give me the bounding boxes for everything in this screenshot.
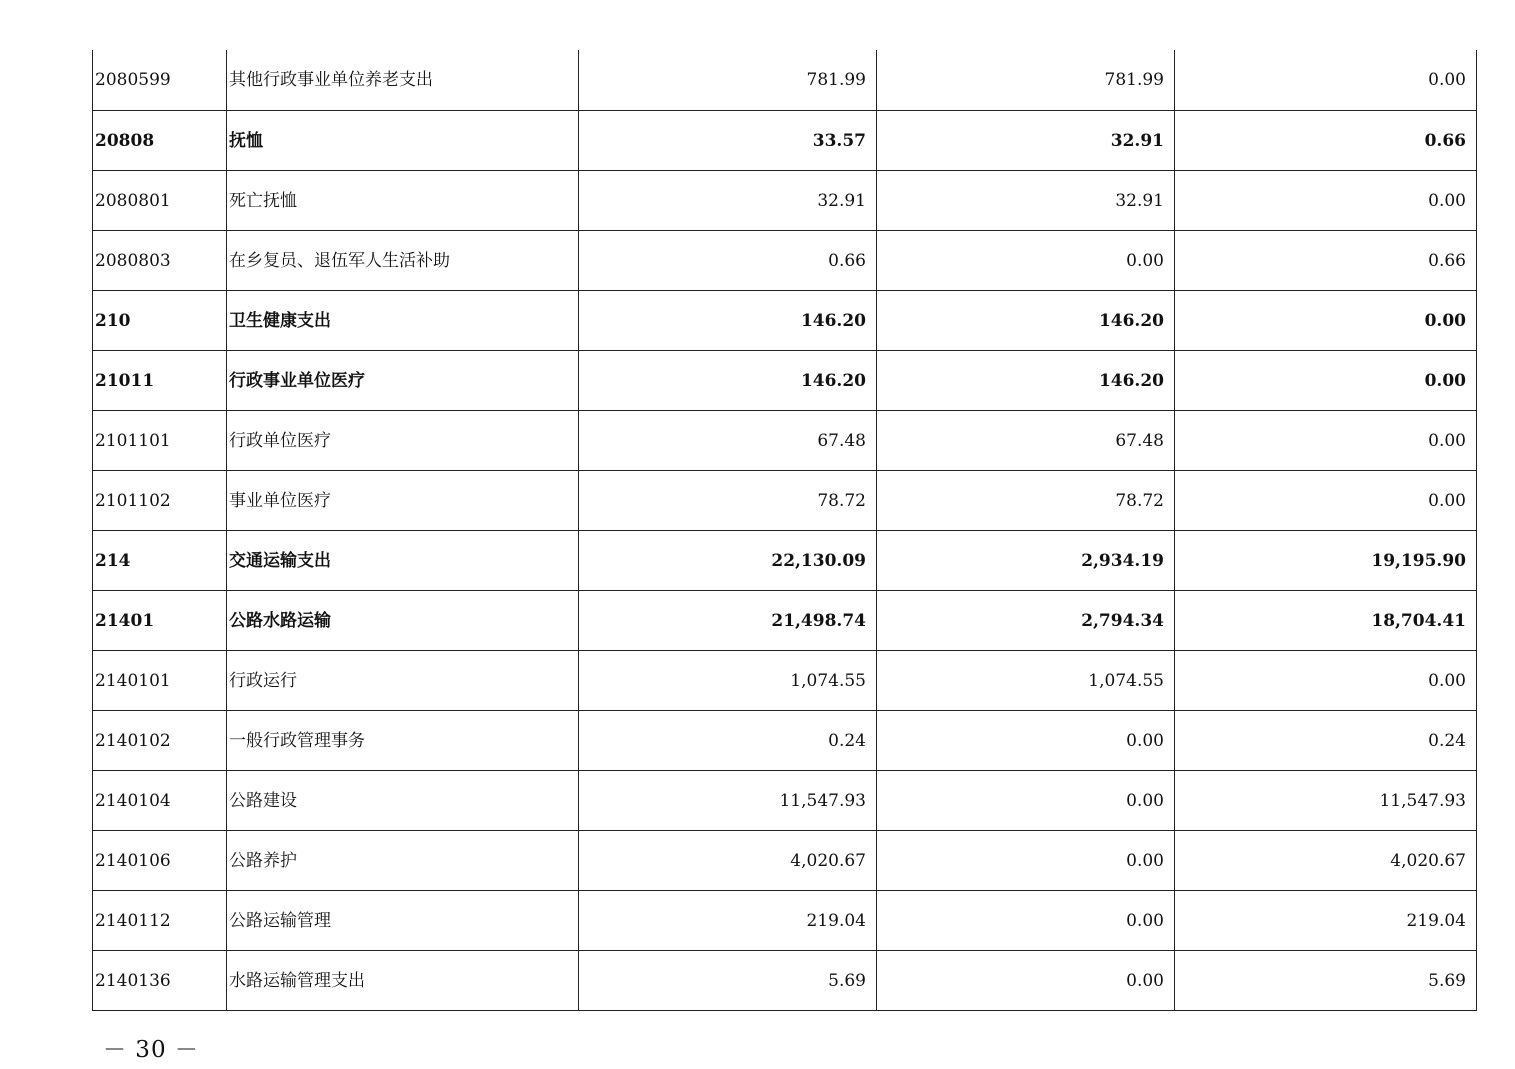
name-cell: 死亡抚恤 (227, 171, 579, 231)
basic-expense-cell: 0.00 (877, 711, 1175, 771)
code-cell: 2140136 (93, 951, 227, 1011)
basic-expense-cell: 146.20 (877, 291, 1175, 351)
table-row (93, 531, 1477, 591)
basic-expense-cell: 2,794.34 (877, 591, 1175, 651)
budget-table (92, 50, 1477, 1011)
basic-expense-cell: 0.00 (877, 891, 1175, 951)
name-cell: 公路水路运输 (227, 591, 579, 651)
table-row (93, 891, 1477, 951)
basic-expense-cell: 2,934.19 (877, 531, 1175, 591)
total-cell: 32.91 (579, 171, 877, 231)
name-cell: 卫生健康支出 (227, 291, 579, 351)
total-cell: 146.20 (579, 351, 877, 411)
name-cell: 在乡复员、退伍军人生活补助 (227, 231, 579, 291)
code-cell: 2080803 (93, 231, 227, 291)
code-cell: 2140112 (93, 891, 227, 951)
project-expense-cell: 11,547.93 (1175, 771, 1477, 831)
table-row (93, 50, 1477, 111)
table-row (93, 111, 1477, 171)
project-expense-cell: 4,020.67 (1175, 831, 1477, 891)
name-cell: 事业单位医疗 (227, 471, 579, 531)
name-cell: 抚恤 (227, 111, 579, 171)
project-expense-cell: 0.00 (1175, 291, 1477, 351)
table-row (93, 651, 1477, 711)
total-cell: 146.20 (579, 291, 877, 351)
name-cell: 行政运行 (227, 651, 579, 711)
table-row (93, 591, 1477, 651)
project-expense-cell: 0.00 (1175, 471, 1477, 531)
code-cell: 210 (93, 291, 227, 351)
name-cell: 水路运输管理支出 (227, 951, 579, 1011)
name-cell: 其他行政事业单位养老支出 (227, 50, 579, 111)
total-cell: 21,498.74 (579, 591, 877, 651)
basic-expense-cell: 78.72 (877, 471, 1175, 531)
total-cell: 0.66 (579, 231, 877, 291)
table-row (93, 711, 1477, 771)
code-cell: 21011 (93, 351, 227, 411)
code-cell: 2080599 (93, 50, 227, 111)
table-row (93, 231, 1477, 291)
code-cell: 2140102 (93, 711, 227, 771)
code-cell: 2080801 (93, 171, 227, 231)
total-cell: 33.57 (579, 111, 877, 171)
total-cell: 0.24 (579, 711, 877, 771)
total-cell: 781.99 (579, 50, 877, 111)
basic-expense-cell: 0.00 (877, 231, 1175, 291)
project-expense-cell: 219.04 (1175, 891, 1477, 951)
basic-expense-cell: 146.20 (877, 351, 1175, 411)
table-row (93, 171, 1477, 231)
basic-expense-cell: 0.00 (877, 951, 1175, 1011)
name-cell: 公路建设 (227, 771, 579, 831)
basic-expense-cell: 32.91 (877, 171, 1175, 231)
name-cell: 公路养护 (227, 831, 579, 891)
code-cell: 2101102 (93, 471, 227, 531)
code-cell: 20808 (93, 111, 227, 171)
total-cell: 1,074.55 (579, 651, 877, 711)
total-cell: 4,020.67 (579, 831, 877, 891)
table-row (93, 771, 1477, 831)
table-row (93, 831, 1477, 891)
project-expense-cell: 0.00 (1175, 351, 1477, 411)
table-row (93, 351, 1477, 411)
table-body (93, 50, 1477, 1011)
table-row (93, 951, 1477, 1011)
name-cell: 一般行政管理事务 (227, 711, 579, 771)
total-cell: 11,547.93 (579, 771, 877, 831)
code-cell: 2140106 (93, 831, 227, 891)
project-expense-cell: 19,195.90 (1175, 531, 1477, 591)
project-expense-cell: 0.00 (1175, 50, 1477, 111)
basic-expense-cell: 67.48 (877, 411, 1175, 471)
total-cell: 22,130.09 (579, 531, 877, 591)
page-number: － 30 － (103, 1037, 199, 1063)
basic-expense-cell: 0.00 (877, 831, 1175, 891)
name-cell: 交通运输支出 (227, 531, 579, 591)
basic-expense-cell: 32.91 (877, 111, 1175, 171)
project-expense-cell: 5.69 (1175, 951, 1477, 1011)
project-expense-cell: 0.66 (1175, 111, 1477, 171)
name-cell: 行政单位医疗 (227, 411, 579, 471)
code-cell: 2140104 (93, 771, 227, 831)
project-expense-cell: 0.00 (1175, 411, 1477, 471)
code-cell: 2101101 (93, 411, 227, 471)
project-expense-cell: 18,704.41 (1175, 591, 1477, 651)
total-cell: 78.72 (579, 471, 877, 531)
project-expense-cell: 0.24 (1175, 711, 1477, 771)
total-cell: 219.04 (579, 891, 877, 951)
project-expense-cell: 0.00 (1175, 171, 1477, 231)
table-row (93, 471, 1477, 531)
code-cell: 2140101 (93, 651, 227, 711)
budget-table-container (92, 50, 1476, 1011)
name-cell: 公路运输管理 (227, 891, 579, 951)
code-cell: 21401 (93, 591, 227, 651)
code-cell: 214 (93, 531, 227, 591)
basic-expense-cell: 781.99 (877, 50, 1175, 111)
total-cell: 67.48 (579, 411, 877, 471)
name-cell: 行政事业单位医疗 (227, 351, 579, 411)
project-expense-cell: 0.00 (1175, 651, 1477, 711)
table-row (93, 291, 1477, 351)
basic-expense-cell: 0.00 (877, 771, 1175, 831)
basic-expense-cell: 1,074.55 (877, 651, 1175, 711)
total-cell: 5.69 (579, 951, 877, 1011)
project-expense-cell: 0.66 (1175, 231, 1477, 291)
table-row (93, 411, 1477, 471)
